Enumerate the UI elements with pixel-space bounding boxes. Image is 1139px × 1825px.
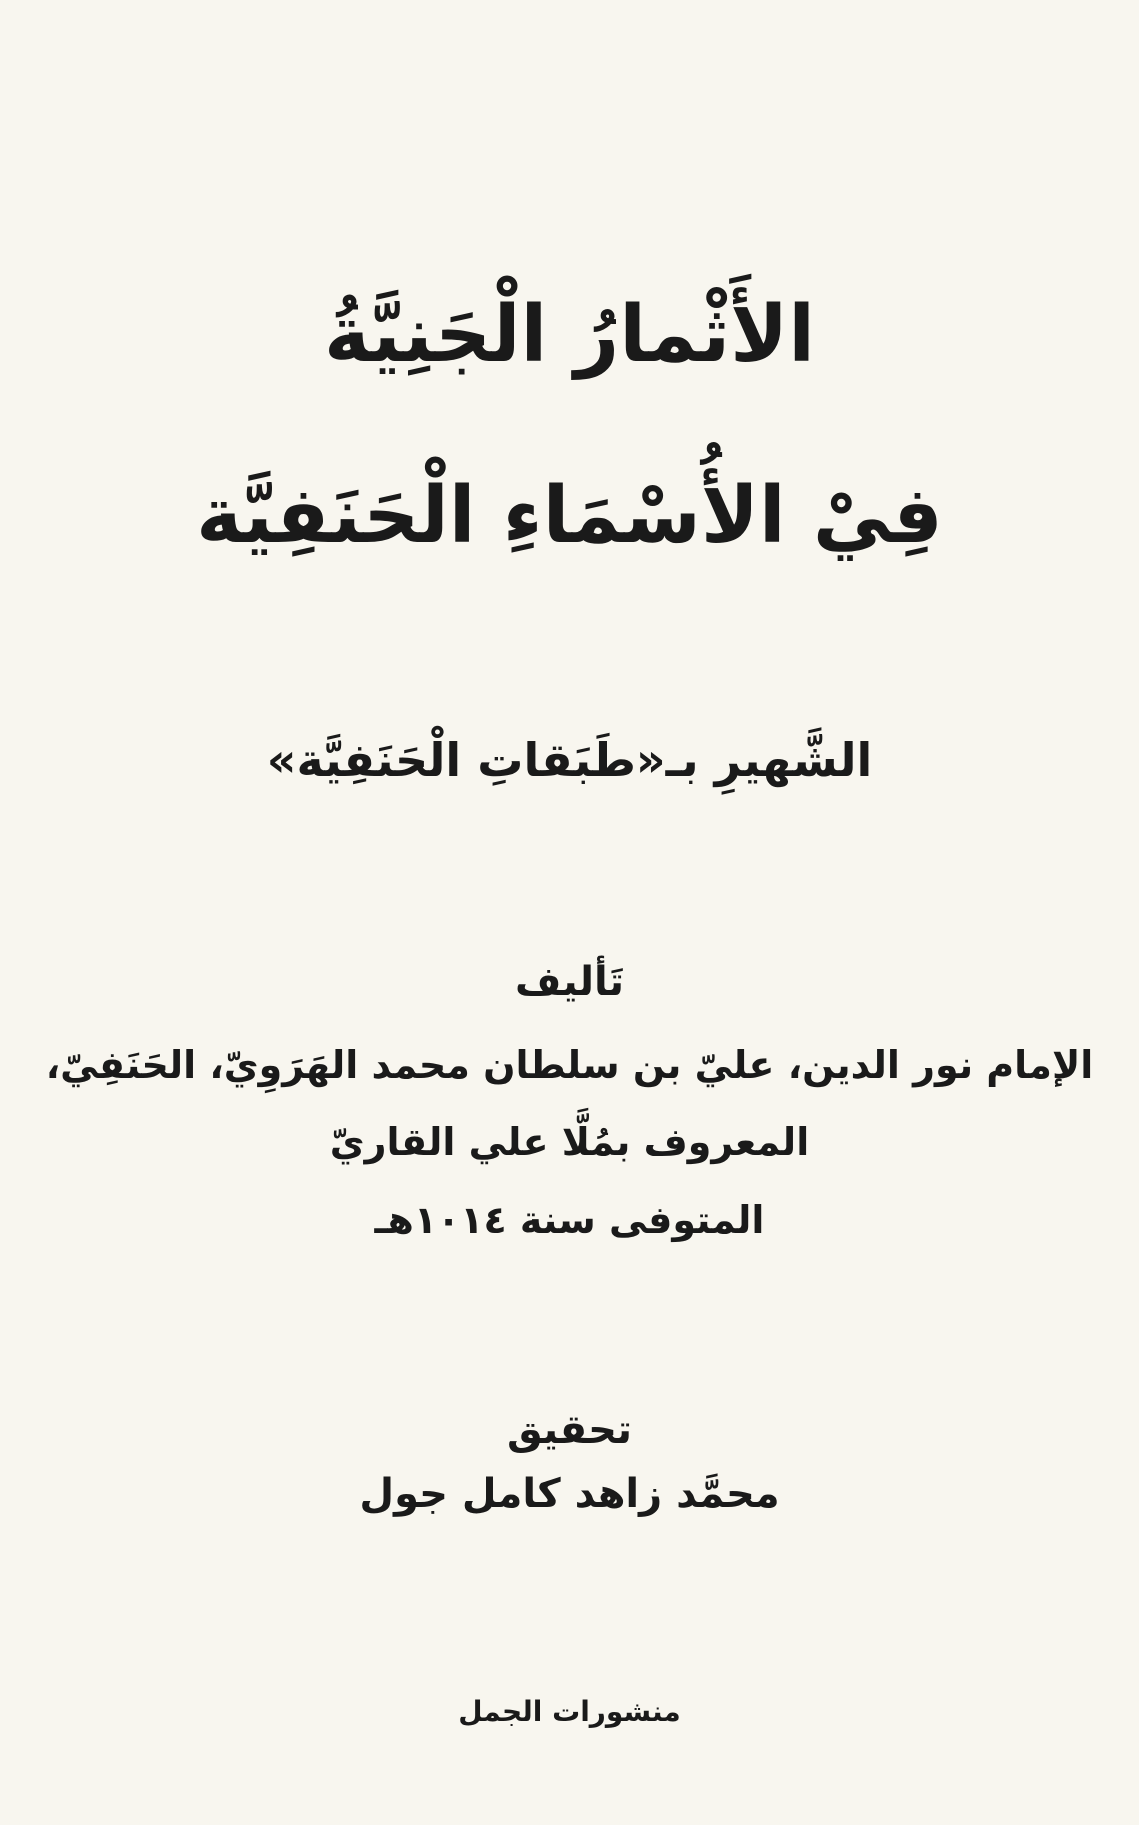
book-title-line-1: الأَثْمارُ الْجَنِيَّةُ — [324, 290, 815, 380]
author-name-line-2: المعروف بمُلَّا علي القاريّ — [329, 1120, 810, 1164]
book-subtitle: الشَّهيرِ بـ«طَبَقاتِ الْحَنَفِيَّة» — [266, 733, 873, 787]
publisher-name: منشورات الجمل — [458, 1695, 681, 1728]
author-label: تَأليف — [514, 959, 625, 1005]
book-title-line-2: فِيْ الأُسْمَاءِ الْحَنَفِيَّة — [196, 471, 943, 561]
editor-label: تحقيق — [506, 1407, 633, 1453]
author-name-line-1: الإمام نور الدين، عليّ بن سلطان محمد الهَرَوِيّ، الحَنَفِيّ، — [45, 1043, 1094, 1087]
author-death-date: المتوفى سنة ١٠١٤هـ — [374, 1198, 765, 1242]
editor-name: محمَّد زاهد كامل جول — [359, 1471, 780, 1517]
